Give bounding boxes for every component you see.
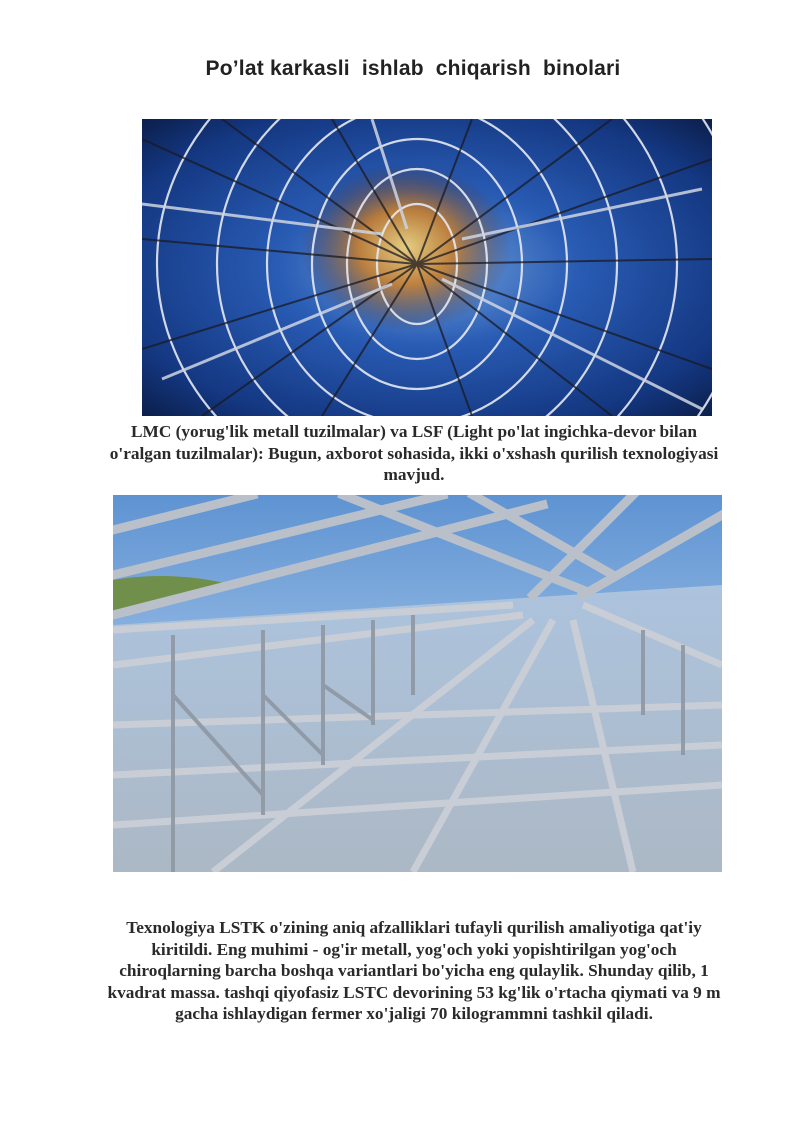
steel-roof-trusses-photo bbox=[113, 495, 722, 872]
body-paragraph: Texnologiya LSTK o'zining aniq afzalliklari tufayli qurilish amaliyotiga qat'iy kiritildi. Eng muhimi - og'ir metall, yog'och yoki yopishtirilgan yog'och chiroqlarning barcha boshqa variantlari bo'yicha eng qulaylik. Shunday qilib, 1 kvadrat massa. tashqi qiyofasiz LSTC devorining 53 kg'lik o'rtacha qiymati va 9 m gacha ishlaydigan fermer xo'jaligi 70 kilogrammni tashkil qiladi. bbox=[107, 918, 721, 1023]
steel-dome-lattice-photo bbox=[142, 119, 712, 416]
page-title: Po’lat karkasli ishlab chiqarish binolari bbox=[205, 57, 621, 80]
image-caption: LMC (yorug'lik metall tuzilmalar) va LSF (Light po'lat ingichka-devor bilan o'ralgan tuzilmalar): Bugun, axborot sohasida, ikki o'xshash qurilish texnologiyasi mavjud. bbox=[109, 422, 719, 484]
